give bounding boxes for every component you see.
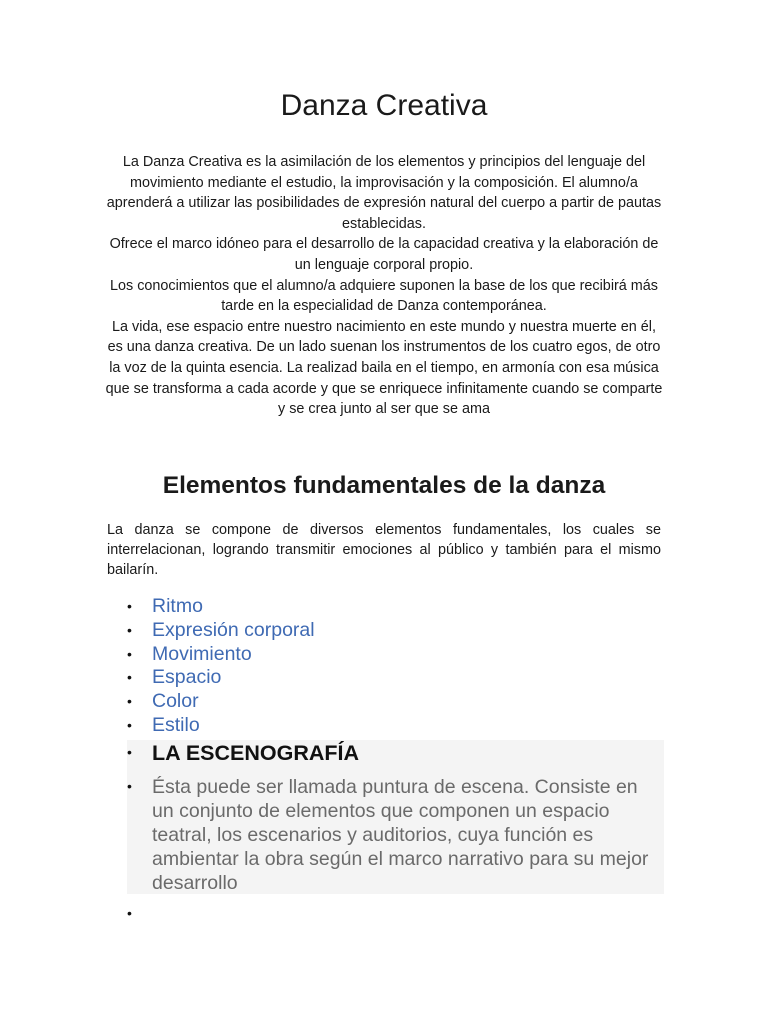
bullet-icon: • bbox=[127, 621, 132, 638]
intro-paragraph: Los conocimientos que el alumno/a adquiere suponen la base de los que recibirá más tarde en la especialidad de Danza contemporánea. bbox=[110, 277, 658, 315]
list-item bbox=[0, 714, 768, 738]
escenografia-title: LA ESCENOGRAFÍA bbox=[152, 741, 360, 765]
list-item bbox=[0, 666, 768, 690]
bullet-icon: • bbox=[127, 716, 132, 733]
bullet-icon: • bbox=[127, 645, 132, 662]
bullet-icon: • bbox=[127, 778, 132, 794]
element-link-espacio[interactable]: Espacio bbox=[152, 666, 222, 689]
elements-list bbox=[0, 595, 768, 738]
bullet-icon: • bbox=[127, 744, 132, 760]
section-intro: La danza se compone de diversos elementos fundamentales, los cuales se interrelacionan, logrando transmitir emociones al público y también para el mismo bailarín. bbox=[107, 522, 661, 578]
bullet-icon: • bbox=[127, 669, 132, 686]
intro-paragraph: La vida, ese espacio entre nuestro nacimiento en este mundo y nuestra muerte en él, es una danza creativa. De un lado suenan los instrumentos de los cuatro egos, de otro la voz de la quinta esencia. La realizad baila en el tiempo, en armonía con esa música que se transforma a cada acorde y que se enriquece infinitamente cuando se comparte y se crea junto al ser que se ama bbox=[105, 318, 663, 418]
element-link-color[interactable]: Color bbox=[152, 690, 199, 713]
escenografia-description: Ésta puede ser llamada puntura de escena. Consiste en un conjunto de elementos que componen un espacio teatral, los escenarios y auditorios, cuya función es ambientar la obra según el marco narrativo para su mejor desarrollo bbox=[152, 776, 649, 894]
element-link-estilo[interactable]: Estilo bbox=[152, 713, 200, 736]
element-link-movimiento[interactable]: Movimiento bbox=[152, 642, 252, 665]
escenografia-title-row bbox=[0, 740, 768, 768]
list-item bbox=[0, 619, 768, 643]
element-link-expresion-corporal[interactable]: Expresión corporal bbox=[152, 618, 315, 641]
intro-paragraph: Ofrece el marco idóneo para el desarrollo de la capacidad creativa y la elaboración de un lenguaje corporal propio. bbox=[109, 236, 659, 273]
page-title: Danza Creativa bbox=[280, 89, 488, 122]
list-item bbox=[0, 595, 768, 619]
bullet-icon: • bbox=[127, 598, 132, 614]
intro-text bbox=[104, 152, 664, 420]
bullet-icon: • bbox=[127, 693, 132, 710]
list-item bbox=[0, 643, 768, 667]
empty-bullet-icon: • bbox=[127, 905, 132, 921]
list-item bbox=[0, 690, 768, 714]
intro-paragraph: La Danza Creativa es la asimilación de los elementos y principios del lenguaje del movimiento mediante el estudio, la improvisación y la composición. El alumno/a aprenderá a utilizar las posibilidades de expresión natural del cuerpo a partir de pautas establecidas. bbox=[106, 154, 662, 232]
section-heading: Elementos fundamentales de la danza bbox=[162, 472, 606, 499]
element-link-ritmo[interactable]: Ritmo bbox=[152, 595, 203, 617]
